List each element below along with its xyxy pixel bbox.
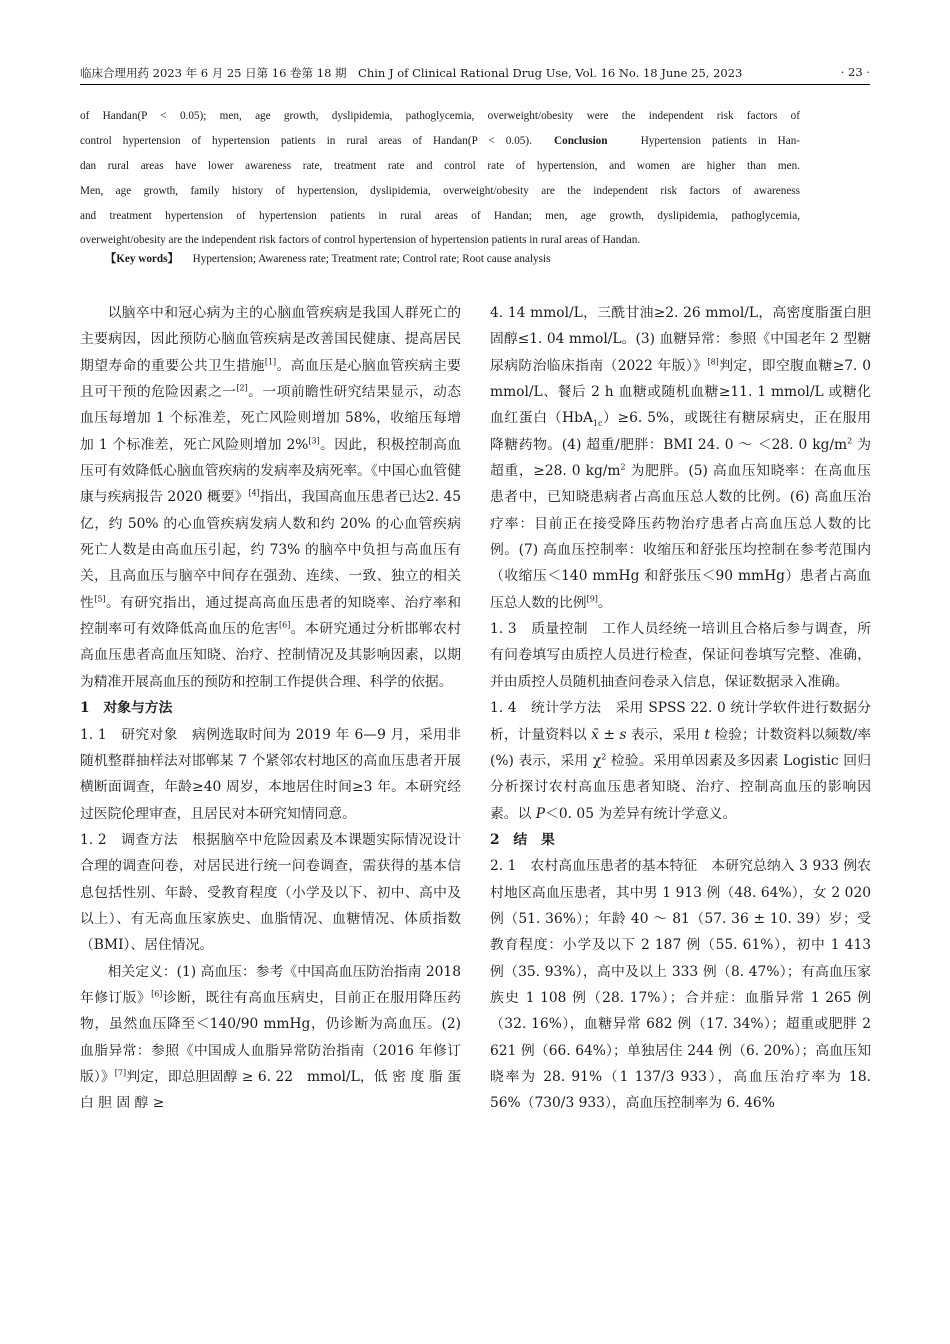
subsection-label: 1. 1 研究对象 <box>80 726 178 743</box>
text: 。 <box>597 594 612 611</box>
citation-ref: [6] <box>151 989 163 999</box>
abstract-line: overweight/obesity are the independent risk factors of control hypertension of hypertension patients in rural areas of Handan. <box>80 234 641 247</box>
abstract-text: Hypertension patients in Han- <box>640 134 801 147</box>
math-symbol: P <box>535 805 546 822</box>
journal-citation: 临床合理用药 2023 年 6 月 25 日第 16 卷第 18 期 Chin J of Clinical Rational Drug Use, Vol. 16 No. 18 June 25, 2023 <box>80 66 743 80</box>
subsection-label: 1. 3 质量控制 <box>490 621 588 638</box>
subsection-1-4 <box>490 695 871 827</box>
section-heading: 1 对象与方法 <box>80 700 173 717</box>
citation-ref: [6] <box>279 620 291 630</box>
text: 采用 SPSS 22. 0 统计学软件进行数据分析，计量资料以 <box>490 700 871 743</box>
abstract-line <box>80 129 800 154</box>
keywords-text: Hypertension; Awareness rate; Treatment rate; Control rate; Root cause analysis <box>192 253 551 265</box>
abstract-line: of Handan(P < 0.05); men, age growth, dyslipidemia, pathoglycemia, overweight/obesity were the independent risk factors of <box>80 110 800 122</box>
citation-ref: [7] <box>114 1068 127 1078</box>
text: ＜0. 05 为差异有统计学意义。 <box>545 805 737 822</box>
citation-ref: [4] <box>248 488 260 498</box>
citation-ref: [9] <box>586 594 598 604</box>
text: 判定，即空腹血糖≥7. 0 mmol/L、餐后 2 h 血糖或随机血糖≥11. 1 mmol/L 或糖化血红蛋白（HbA <box>490 357 871 427</box>
text: ）≥6. 5%，或既往有糖尿病史，正在服用降糖药物。(4) 超重/肥胖：BMI 24. 0 ～ ＜28. 0 kg/m <box>490 410 872 453</box>
running-header <box>80 62 870 85</box>
text: 。高血压是心脑血管疾病主要且可干预的危险因素之一 <box>80 357 461 401</box>
text: 病例选取时间为 2019 年 6—9 月，采用非随机整群抽样法对邯郸某 7 个紧邻农村地区的高血压患者开展横断面调查，年龄≥40 周岁，本地居住时间≥3 年。本研究经过医院伦理审查，且居民对本研究知情同意。 <box>80 726 461 822</box>
text: 检验。采用单因素及多因素 Logistic 回归分析探讨农村高血压患者知晓、治疗、控制高血压的影响因素。以 <box>490 752 871 822</box>
text: 检验；计数资料以频数/率(%) 表示，采用 χ <box>490 726 871 769</box>
subscript: 1c <box>592 419 603 429</box>
citation-ref: [3] <box>308 436 320 446</box>
intro-paragraph <box>80 300 461 695</box>
citation-ref: [5] <box>94 594 106 604</box>
superscript: 2 <box>620 462 626 472</box>
definitions-continued <box>490 300 871 616</box>
subsection-1-2 <box>80 827 461 959</box>
text: 。有研究指出，通过提高高血压患者的知晓率、治疗率和控制率可有效降低高血压的危害 <box>80 594 461 638</box>
conclusion-label: Conclusion <box>554 134 608 147</box>
left-column <box>80 300 461 1117</box>
superscript: 2 <box>847 436 853 446</box>
text: 判定，即总胆固醇 ≥ 6. 22 mmol/L，低 密 度 脂 蛋 白 胆 固 醇 ≥ <box>80 1068 461 1112</box>
keywords <box>105 250 550 266</box>
definitions-paragraph <box>80 959 461 1117</box>
text: 。因此，积极控制高血压可有效降低心脑血管疾病的发病率及病死率。《中国心血管健康与疾病报告 2020 概要》 <box>80 436 462 506</box>
text: 4. 14 mmol/L，三酰甘油≥2. 26 mmol/L，高密度脂蛋白胆固醇≤1. 04 mmol/L。(3) 血糖异常：参照《中国老年 2 型糖尿病防治临床指南（2022 年版）》 <box>490 305 871 374</box>
text: 本研究总纳入 3 933 例农村地区高血压患者，其中男 1 913 例（48. 64%），女 2 020 例（51. 36%）；年龄 40 ～ 81（57. 36 ± 10. 39）岁；受教育程度：小学及以下 2 187 例（55. 61%），初中 1 413 例（35. 93%），高中及以上 333 例（8. 47%）；有高血压家族史 1 108 例（28. 17%）；合并症：血脂异常 1 265 例（32. 16%），血糖异常 682 例（17. 34%）；超重或肥胖 2 621 例（66. 64%）；单独居住 244 例（6. 20%）；高血压知晓率为 28. 91%（1 137/3 933），高血压治疗率为 18. 56%（730/3 933），高血压控制率为 6. 46% <box>490 858 871 1112</box>
text: 相关定义：(1) 高血压：参考《中国高血压防治指南 2018 年修订版》 <box>80 963 461 1006</box>
text: 诊断，既往有高血压病史，目前正在服用降压药物，虽然血压降至＜140/90 mmHg，仍诊断为高血压。(2) 血脂异常：参照《中国成人血脂异常防治指南（2016 年修订版）》 <box>80 989 462 1085</box>
math-symbol: x̄ ± s <box>591 726 627 743</box>
citation-ref: [2] <box>236 383 248 393</box>
subsection-label: 1. 4 统计学方法 <box>490 700 602 717</box>
abstract-line: Men, age growth, family history of hypertension, dyslipidemia, overweight/obesity are the independent risk factors of awareness <box>80 184 800 197</box>
citation-ref: [8] <box>707 357 719 367</box>
subsection-1-1 <box>80 722 461 827</box>
subsection-label: 2. 1 农村高血压患者的基本特征 <box>490 858 698 875</box>
text: 表示，采用 <box>626 726 705 743</box>
text: 。一项前瞻性研究结果显示，动态血压每增加 1 个标准差，死亡风险则增加 58%，收缩压每增加 1 个标准差，死亡风险则增加 2% <box>80 384 462 453</box>
math-symbol: t <box>704 726 710 743</box>
text: 。本研究通过分析邯郸农村高血压患者高血压知晓、治疗、控制情况及其影响因素，以期为精准开展高血压的预防和控制工作提供合理、科学的依据。 <box>80 621 462 690</box>
subsection-2-1 <box>490 853 871 1116</box>
page-number: · 23 · <box>840 65 870 79</box>
text: 为肥胖。(5) 高血压知晓率：在高血压患者中，已知晓患病者占高血压总人数的比例。(6) 高血压治疗率：目前正在接受降压药物治疗患者占高血压总人数的比例。(7) 高血压控制率：收缩压和舒张压均控制在参考范围内（收缩压＜140 mmHg 和舒张压＜90 mmHg）患者占高血压总人数的比例 <box>490 463 871 611</box>
abstract-text: control hypertension of hypertension patients in rural areas of Handan(P < 0.05). <box>80 134 532 147</box>
abstract-line: dan rural areas have lower awareness rate, treatment rate and control rate of hypertension, and women are higher than men. <box>80 159 800 172</box>
text: 指出，我国高血压患者已达2. 45 亿，约 50% 的心血管疾病发病人数和约 20% 的心血管疾病死亡人数是由高血压引起，约 73% 的脑卒中负担与高血压有关，且高血压与脑卒中间存在强劲、连续、一致、独立的相关性 <box>80 489 461 611</box>
abstract-line: and treatment hypertension of hypertension patients in rural areas of Handan; men, age growth, dyslipidemia, pathoglycemia, <box>80 209 800 222</box>
right-column <box>490 300 871 1117</box>
text: 工作人员经统一培训且合格后参与调查，所有问卷填写由质控人员进行检查，保证问卷填写完整、准确，并由质控人员随机抽查问卷录入信息，保证数据录入准确。 <box>490 621 871 690</box>
subsection-label: 1. 2 调查方法 <box>80 831 178 848</box>
english-abstract <box>80 104 800 253</box>
subsection-1-3 <box>490 616 871 695</box>
keywords-label: 【Key words】 <box>105 253 179 265</box>
text: 根据脑卒中危险因素及本课题实际情况设计合理的调查问卷，对居民进行统一问卷调查，需获得的基本信息包括性别、年龄、受教育程度（小学及以下、初中、高中及以上）、有无高血压家族史、血脂情况、血糖情况、体质指数（BMI）、居住情况。 <box>80 831 461 954</box>
citation-ref: [1] <box>264 357 277 367</box>
section-heading: 2 结 果 <box>490 831 555 848</box>
superscript: 2 <box>601 752 607 762</box>
text: 为超重，≥28. 0 kg/m <box>490 436 871 480</box>
text: 以脑卒中和冠心病为主的心脑血管疾病是我国人群死亡的主要病因，因此预防心脑血管疾病是改善国民健康、提高居民期望寿命的重要公共卫生措施 <box>80 305 461 374</box>
